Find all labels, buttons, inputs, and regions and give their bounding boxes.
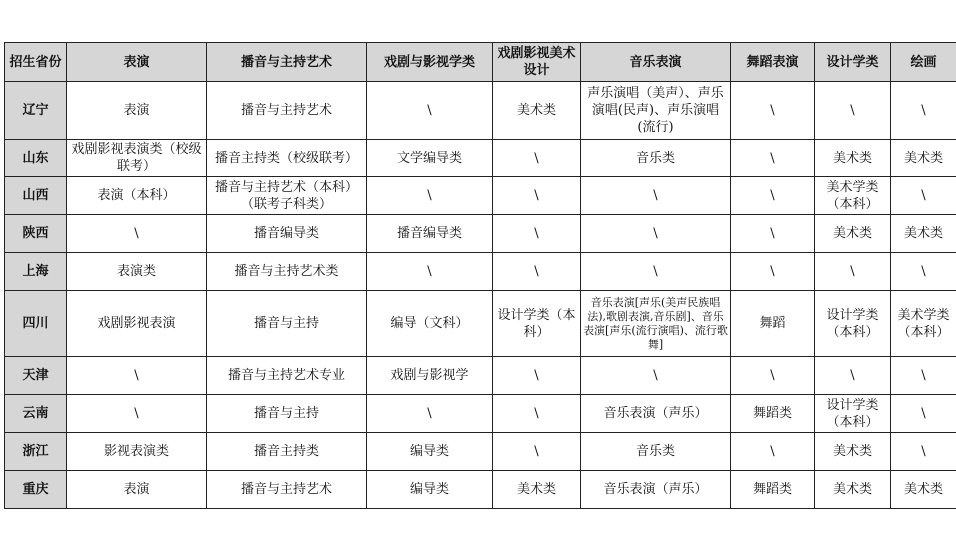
table-cell: 音乐类 [581, 433, 731, 471]
table-cell: 美术类 [493, 471, 581, 509]
table-cell: 表演 [67, 82, 207, 140]
table-row [5, 291, 956, 357]
table-cell: 设计学类（本科） [815, 395, 891, 433]
table-cell: 美术类 [891, 471, 956, 509]
table-cell: 美术类 [891, 215, 956, 253]
table-cell: 文学编导类 [367, 140, 493, 177]
table-cell: 设计学类（本科） [493, 291, 581, 357]
table-cell: \ [493, 357, 581, 395]
table-cell: \ [493, 395, 581, 433]
header-row [5, 43, 956, 82]
table-cell: \ [67, 357, 207, 395]
table-cell: 美术类 [815, 215, 891, 253]
table-cell: 编导（文科） [367, 291, 493, 357]
table-cell: \ [493, 215, 581, 253]
province-cell: 上海 [5, 253, 67, 291]
table-cell: \ [731, 433, 815, 471]
table-cell: \ [891, 433, 956, 471]
table-cell: \ [67, 215, 207, 253]
province-cell: 山东 [5, 140, 67, 177]
table-cell: 播音与主持艺术专业 [207, 357, 367, 395]
table-cell: \ [731, 215, 815, 253]
table-cell: \ [581, 357, 731, 395]
table-cell: 播音主持类 [207, 433, 367, 471]
table-cell: \ [581, 177, 731, 215]
table-row [5, 471, 956, 509]
header-music-performance: 音乐表演 [581, 43, 731, 82]
table-cell: 播音与主持 [207, 395, 367, 433]
header-drama-art-design: 戏剧影视美术设计 [493, 43, 581, 82]
table-cell: \ [493, 177, 581, 215]
table-cell: 播音与主持艺术类 [207, 253, 367, 291]
table-cell: \ [891, 82, 956, 140]
table-container [4, 42, 956, 509]
province-cell: 四川 [5, 291, 67, 357]
table-cell: 表演类 [67, 253, 207, 291]
table-cell: 播音与主持 [207, 291, 367, 357]
table-cell: 音乐表演[声乐(美声民族唱法),歌剧表演,音乐剧]、音乐表演[声乐(流行演唱)、流行歌舞] [581, 291, 731, 357]
table-cell: 音乐表演（声乐） [581, 471, 731, 509]
table-cell: \ [67, 395, 207, 433]
header-broadcasting: 播音与主持艺术 [207, 43, 367, 82]
table-cell: \ [891, 357, 956, 395]
table-cell: \ [731, 140, 815, 177]
table-cell: \ [367, 82, 493, 140]
table-cell: \ [367, 177, 493, 215]
table-cell: \ [731, 253, 815, 291]
table-row [5, 395, 956, 433]
table-cell: 播音与主持艺术（本科）（联考子科类） [207, 177, 367, 215]
table-cell: \ [367, 253, 493, 291]
table-cell: \ [891, 253, 956, 291]
table-row [5, 433, 956, 471]
table-cell: 美术学类（本科） [891, 291, 956, 357]
table-cell: 播音编导类 [207, 215, 367, 253]
table-cell: \ [731, 82, 815, 140]
header-painting: 绘画 [891, 43, 956, 82]
table-row [5, 140, 956, 177]
header-performance: 表演 [67, 43, 207, 82]
table-cell: \ [493, 140, 581, 177]
table-cell: 播音与主持艺术 [207, 82, 367, 140]
table-cell: 编导类 [367, 471, 493, 509]
province-cell: 陕西 [5, 215, 67, 253]
table-cell: 戏剧与影视学 [367, 357, 493, 395]
table-cell: \ [493, 433, 581, 471]
province-cell: 辽宁 [5, 82, 67, 140]
table-cell: 设计学类（本科） [815, 291, 891, 357]
table-cell: \ [731, 357, 815, 395]
table-cell: 戏剧影视表演 [67, 291, 207, 357]
table-cell: 编导类 [367, 433, 493, 471]
province-cell: 云南 [5, 395, 67, 433]
table-cell: 音乐类 [581, 140, 731, 177]
table-cell: \ [731, 177, 815, 215]
header-dance-performance: 舞蹈表演 [731, 43, 815, 82]
province-cell: 山西 [5, 177, 67, 215]
table-cell: 美术类 [493, 82, 581, 140]
table-cell: 影视表演类 [67, 433, 207, 471]
province-cell: 天津 [5, 357, 67, 395]
table-cell: 舞蹈类 [731, 471, 815, 509]
table-row [5, 253, 956, 291]
table-cell: 音乐表演（声乐） [581, 395, 731, 433]
header-province: 招生省份 [5, 43, 67, 82]
table-cell: 美术类 [815, 433, 891, 471]
table-cell: \ [367, 395, 493, 433]
table-cell: \ [815, 357, 891, 395]
province-cell: 重庆 [5, 471, 67, 509]
table-cell: \ [581, 215, 731, 253]
table-cell: 舞蹈 [731, 291, 815, 357]
table-cell: 美术类 [815, 471, 891, 509]
table-row [5, 82, 956, 140]
table-cell: 戏剧影视表演类（校级联考） [67, 140, 207, 177]
table-cell: 声乐演唱（美声）、声乐演唱(民声)、声乐演唱(流行) [581, 82, 731, 140]
header-design: 设计学类 [815, 43, 891, 82]
table-cell: 播音主持类（校级联考） [207, 140, 367, 177]
province-cell: 浙江 [5, 433, 67, 471]
table-cell: 舞蹈类 [731, 395, 815, 433]
table-cell: 表演 [67, 471, 207, 509]
table-cell: \ [815, 253, 891, 291]
table-cell: \ [493, 253, 581, 291]
table-cell: 美术学类（本科） [815, 177, 891, 215]
table-cell: \ [891, 395, 956, 433]
table-cell: 播音与主持艺术 [207, 471, 367, 509]
art-admission-table [4, 42, 956, 509]
table-row [5, 357, 956, 395]
table-cell: 美术类 [815, 140, 891, 177]
table-cell: \ [891, 177, 956, 215]
table-cell: 播音编导类 [367, 215, 493, 253]
table-row [5, 215, 956, 253]
table-cell: \ [815, 82, 891, 140]
table-row [5, 177, 956, 215]
table-cell: 美术类 [891, 140, 956, 177]
header-drama-film: 戏剧与影视学类 [367, 43, 493, 82]
table-cell: 表演（本科） [67, 177, 207, 215]
table-cell: \ [581, 253, 731, 291]
